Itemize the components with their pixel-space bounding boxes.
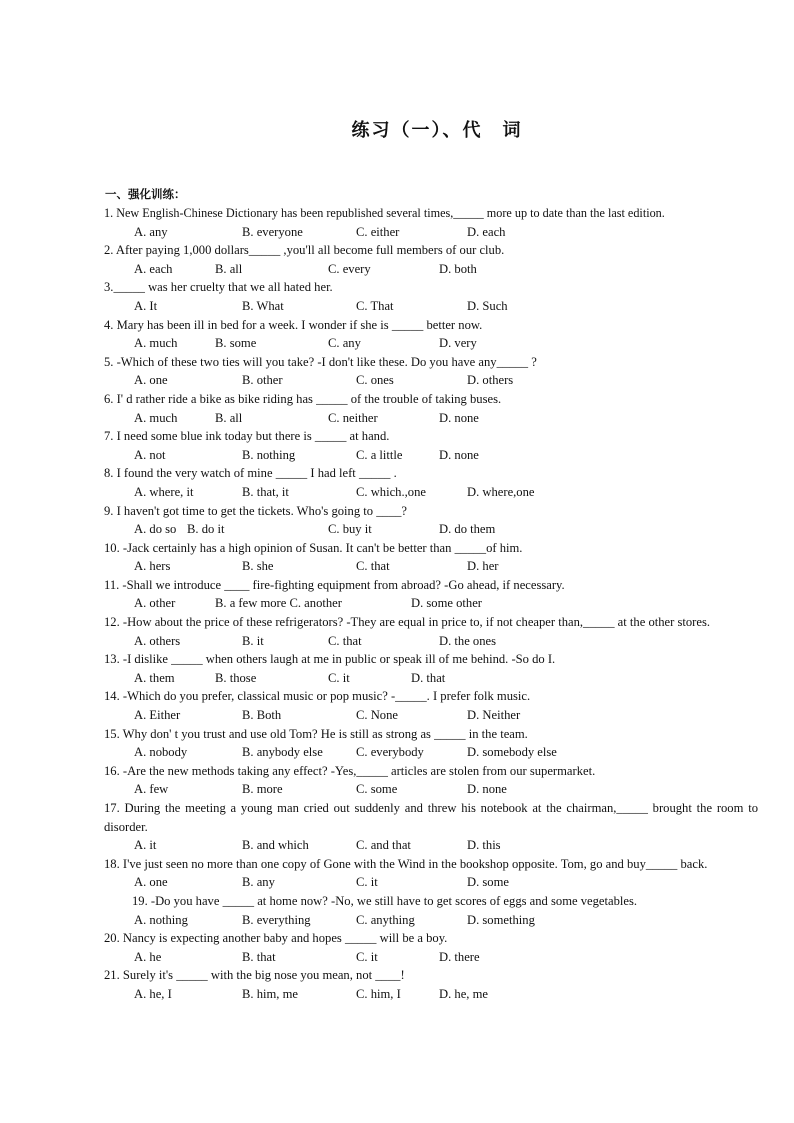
question-text: 10. -Jack certainly has a high opinion of Susan. It can't be better than _____of him. xyxy=(104,540,523,555)
answer-option: C. everybody xyxy=(356,745,424,760)
answer-options xyxy=(104,780,758,799)
question-item xyxy=(104,650,758,687)
answer-option: B. more xyxy=(242,782,283,797)
answer-option: A. much xyxy=(134,410,178,425)
answer-option: B. that xyxy=(242,949,276,964)
answer-options xyxy=(104,557,758,576)
answer-option: C. None xyxy=(356,708,398,723)
answer-option: A. where, it xyxy=(134,484,194,499)
answer-options xyxy=(104,948,758,967)
answer-option: D. none xyxy=(439,410,479,425)
question-text: 17. During the meeting a young man cried out suddenly and threw his notebook at the chairman,_____ brought the room to disorder. xyxy=(104,801,758,834)
question-item xyxy=(104,762,758,799)
answer-option: B. all xyxy=(215,410,243,425)
answer-option: D. both xyxy=(439,261,477,276)
answer-options xyxy=(104,594,758,613)
answer-option: C. every xyxy=(328,261,371,276)
answer-options xyxy=(104,334,758,353)
answer-option: D. something xyxy=(467,912,535,927)
answer-option: D. this xyxy=(467,838,501,853)
answer-option: B. and which xyxy=(242,838,309,853)
question-text: 11. -Shall we introduce ____ fire-fighting equipment from abroad? -Go ahead, if necessary. xyxy=(104,577,565,592)
answer-option: A. one xyxy=(134,875,168,890)
question-text: 7. I need some blue ink today but there is _____ at hand. xyxy=(104,429,390,444)
question-text: 16. -Are the new methods taking any effect? -Yes,_____ articles are stolen from our supermarket. xyxy=(104,763,596,778)
question-text: 5. -Which of these two ties will you take? -I don't like these. Do you have any_____ ? xyxy=(104,354,537,369)
answer-option: B. do it xyxy=(187,522,225,537)
answer-option: B. a few more C. another xyxy=(215,596,342,611)
answer-option: D. somebody else xyxy=(467,745,557,760)
answer-option: C. him, I xyxy=(356,986,401,1001)
question-text: 19. -Do you have _____ at home now? -No, we still have to get scores of eggs and some vegetables. xyxy=(132,893,638,908)
answer-option: A. each xyxy=(134,261,173,276)
answer-option: C. a little xyxy=(356,447,403,462)
answer-option: A. nothing xyxy=(134,912,188,927)
answer-option: C. it xyxy=(328,670,350,685)
answer-option: A. one xyxy=(134,373,168,388)
question-item xyxy=(104,966,758,1003)
answer-option: B. nothing xyxy=(242,447,296,462)
answer-option: A. others xyxy=(134,633,181,648)
answer-option: D. there xyxy=(439,949,480,964)
question-text: 18. I've just seen no more than one copy of Gone with the Wind in the bookshop opposite. Tom, go and buy_____ back. xyxy=(104,856,708,871)
answer-option: C. that xyxy=(328,633,362,648)
answer-option: A. hers xyxy=(134,559,171,574)
answer-option: D. Such xyxy=(467,298,508,313)
answer-options xyxy=(104,446,758,465)
answer-option: B. those xyxy=(215,670,257,685)
answer-option: D. some other xyxy=(411,596,482,611)
question-text: 20. Nancy is expecting another baby and hopes _____ will be a boy. xyxy=(104,931,448,946)
answer-option: B. other xyxy=(242,373,283,388)
question-item xyxy=(104,855,758,892)
question-text: 4. Mary has been ill in bed for a week. I wonder if she is _____ better now. xyxy=(104,317,483,332)
question-text: 1. New English-Chinese Dictionary has been republished several times,_____ more up to date than the last edition. xyxy=(104,206,665,220)
answer-option: D. some xyxy=(467,875,509,890)
answer-option: D. none xyxy=(439,447,479,462)
question-item xyxy=(104,464,758,501)
question-item xyxy=(104,316,758,353)
answer-option: D. very xyxy=(439,336,477,351)
question-text: 2. After paying 1,000 dollars_____ ,you'll all become full members of our club. xyxy=(104,243,505,258)
question-item xyxy=(104,353,758,390)
answer-option: A. them xyxy=(134,670,175,685)
answer-option: D. her xyxy=(467,559,499,574)
answer-option: C. either xyxy=(356,224,400,239)
question-item xyxy=(104,502,758,539)
answer-option: B. it xyxy=(242,633,264,648)
question-text: 12. -How about the price of these refrigerators? -They are equal in price to, if not cheaper than,_____ at the other stores. xyxy=(104,615,711,630)
answer-option: C. some xyxy=(356,782,398,797)
answer-option: A. few xyxy=(134,782,169,797)
answer-option: B. What xyxy=(242,298,284,313)
answer-option: D. each xyxy=(467,224,506,239)
question-item xyxy=(104,241,758,278)
answer-option: A. do so xyxy=(134,522,177,537)
answer-option: A. he xyxy=(134,949,162,964)
answer-options xyxy=(104,260,758,279)
answer-option: C. anything xyxy=(356,912,415,927)
answer-options xyxy=(104,985,758,1004)
answer-option: B. that, it xyxy=(242,484,289,499)
answer-option: D. that xyxy=(411,670,446,685)
answer-option: A. it xyxy=(134,838,157,853)
answer-options xyxy=(104,669,758,688)
question-text: 3._____ was her cruelty that we all hated her. xyxy=(104,280,333,295)
answer-option: C. which.,one xyxy=(356,484,426,499)
answer-options xyxy=(104,297,758,316)
answer-option: D. others xyxy=(467,373,514,388)
answer-option: D. Neither xyxy=(467,708,521,723)
page-title: 练习（一）、代 词 xyxy=(351,120,523,141)
answer-option: D. none xyxy=(467,782,507,797)
answer-option: D. where,one xyxy=(467,484,535,499)
question-item xyxy=(104,278,758,315)
answer-option: C. any xyxy=(328,336,361,351)
answer-option: A. not xyxy=(134,447,166,462)
question-item xyxy=(104,613,758,650)
question-item xyxy=(104,687,758,724)
question-text: 14. -Which do you prefer, classical music or pop music? -_____. I prefer folk music. xyxy=(104,689,531,704)
answer-option: A. any xyxy=(134,224,168,239)
question-item xyxy=(104,929,758,966)
question-item xyxy=(104,427,758,464)
answer-option: A. other xyxy=(134,596,176,611)
answer-options xyxy=(104,632,758,651)
question-item xyxy=(104,204,758,241)
question-list xyxy=(104,204,758,1004)
answer-options xyxy=(104,743,758,762)
answer-option: A. much xyxy=(134,336,178,351)
answer-option: B. all xyxy=(215,261,243,276)
answer-option: A. he, I xyxy=(134,986,172,1001)
answer-option: C. buy it xyxy=(328,522,372,537)
answer-option: B. any xyxy=(242,875,275,890)
answer-option: B. some xyxy=(215,336,257,351)
question-text: 13. -I dislike _____ when others laugh at me in public or speak ill of me behind. -So do I. xyxy=(104,652,556,667)
answer-option: A. It xyxy=(134,298,158,313)
question-item xyxy=(104,390,758,427)
answer-option: C. that xyxy=(356,559,390,574)
answer-option: B. anybody else xyxy=(242,745,323,760)
answer-option: B. him, me xyxy=(242,986,298,1001)
answer-option: C. it xyxy=(356,875,378,890)
answer-option: C. it xyxy=(356,949,378,964)
question-item xyxy=(104,576,758,613)
section-heading: 一、强化训练： xyxy=(105,187,186,201)
answer-option: D. do them xyxy=(439,522,496,537)
answer-option: B. everyone xyxy=(242,224,303,239)
question-text: 21. Surely it's _____ with the big nose you mean, not ____! xyxy=(104,968,405,983)
answer-options xyxy=(104,371,758,390)
answer-options xyxy=(104,836,758,855)
answer-option: D. he, me xyxy=(439,986,488,1001)
answer-options xyxy=(104,520,758,539)
answer-option: B. she xyxy=(242,559,274,574)
question-item xyxy=(104,725,758,762)
question-text: 9. I haven't got time to get the tickets. Who's going to ____? xyxy=(104,503,408,518)
question-text: 6. I' d rather ride a bike as bike riding has _____ of the trouble of taking buses. xyxy=(104,391,502,406)
answer-option: C. ones xyxy=(356,373,394,388)
answer-option: C. and that xyxy=(356,838,411,853)
answer-options xyxy=(104,223,758,242)
answer-option: A. nobody xyxy=(134,745,188,760)
answer-option: C. neither xyxy=(328,410,378,425)
answer-options xyxy=(104,409,758,428)
question-text: 8. I found the very watch of mine _____ I had left _____ . xyxy=(104,466,397,481)
answer-options xyxy=(104,483,758,502)
answer-option: A. Either xyxy=(134,708,181,723)
answer-option: B. everything xyxy=(242,912,311,927)
question-item xyxy=(104,799,758,855)
answer-options xyxy=(104,873,758,892)
answer-option: B. Both xyxy=(242,708,282,723)
question-text: 15. Why don' t you trust and use old Tom? He is still as strong as _____ in the team. xyxy=(104,726,528,741)
question-item xyxy=(104,539,758,576)
question-item xyxy=(104,892,758,929)
answer-options xyxy=(104,911,758,930)
answer-option: C. That xyxy=(356,298,394,313)
answer-options xyxy=(104,706,758,725)
answer-option: D. the ones xyxy=(439,633,497,648)
